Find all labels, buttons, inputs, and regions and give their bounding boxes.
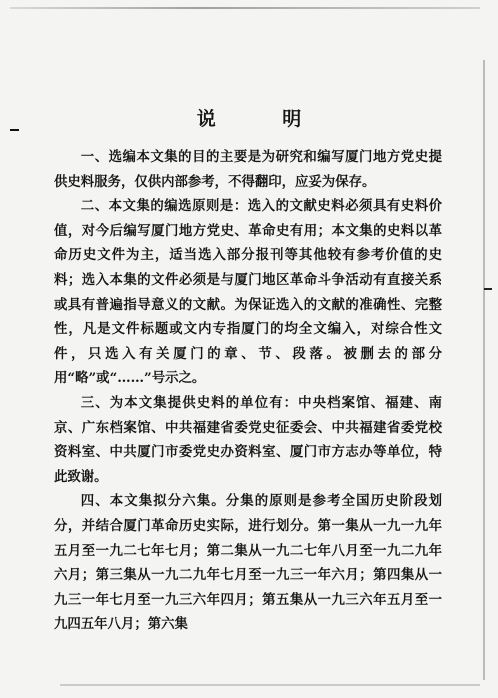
- paragraph-2: 二、本文集的编选原则是：选入的文献史料必须具有史料价值，对今后编写厦门地方党史、革命史有用；本文集的史料以革命历史文件为主，适当选入部分报刊等其他较有参考价值的史料；选入本集的文件必须是与厦门地区革命斗争活动有直接关系或具有普遍指导意义的文献。为保证选入的文献的准确性、完整性，凡是文件标题或文内专指厦门的均全文编入，对综合性文件，只选入有关厦门的章、节、段落。被删去的部分用“略”或“……”号示之。: [54, 198, 442, 387]
- scan-edge-right: [483, 60, 485, 680]
- body-text: [54, 145, 442, 637]
- paragraph-1: 一、选编本文集的目的主要是为研究和编写厦门地方党史提供史料服务，仅供内部参考，不得翻印，应妥为保存。: [54, 149, 442, 190]
- scan-edge-top: [10, 7, 480, 9]
- page-title: 说 明: [196, 108, 332, 130]
- margin-mark-right: [484, 288, 492, 290]
- paragraph-3: 三、为本文集提供史料的单位有：中央档案馆、福建、南京、广东档案馆、中共福建省委党史征委会、中共福建省委党校资料室、中共厦门市委党史办资料室、厦门市方志办等单位，特此致谢。: [54, 394, 442, 485]
- paragraph-4: 四、本文集拟分六集。分集的原则是参考全国历史阶段划分，并结合厦门革命历史实际，进行划分。第一集从一九一九年五月至一九二七年七月；第二集从一九二七年八月至一九二九年六月；第三集从一九二九年七月至一九三一年六月；第四集从一九三一年七月至一九三六年四月；第五集从一九三六年五月至一九四五年八月；第六集: [54, 493, 442, 633]
- scan-edge-bottom: [60, 684, 480, 686]
